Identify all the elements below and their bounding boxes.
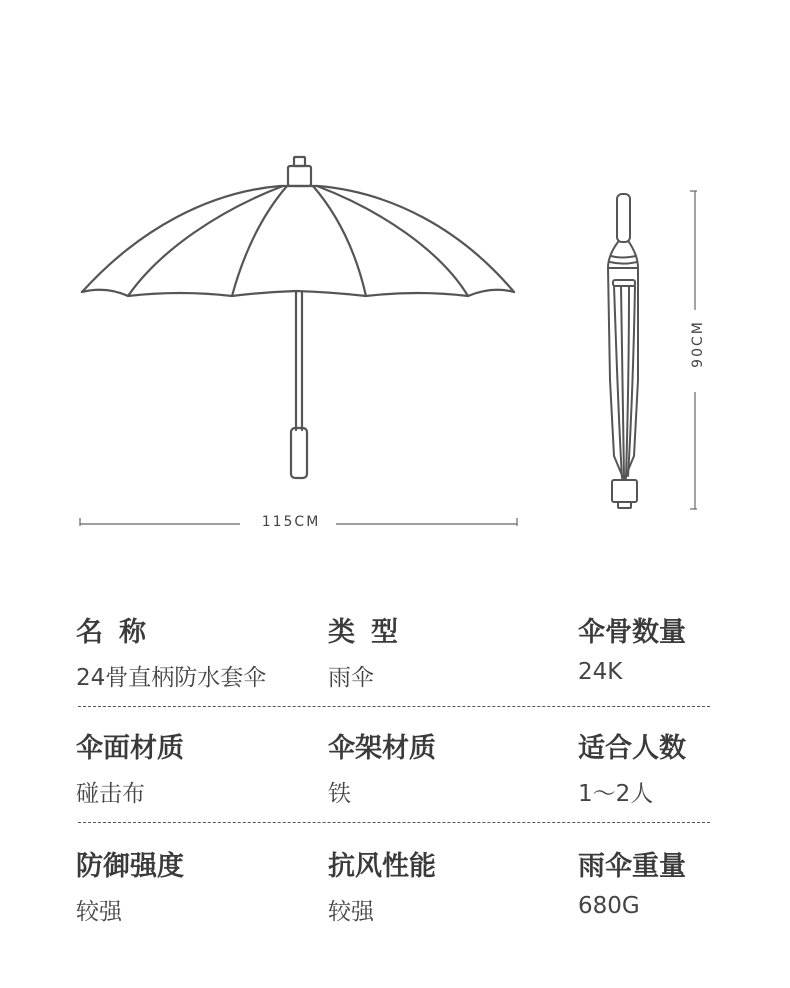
spec-cell-wind-resistance bbox=[328, 844, 436, 926]
spec-label: 抗风性能 bbox=[328, 851, 436, 882]
dashed-divider bbox=[78, 822, 710, 823]
spec-row bbox=[0, 726, 790, 826]
spec-row bbox=[0, 844, 790, 944]
spec-cell-frame-material bbox=[328, 726, 436, 808]
spec-label: 类型 bbox=[328, 617, 414, 648]
spec-cell-name bbox=[76, 610, 266, 692]
spec-cell-type bbox=[328, 610, 414, 692]
spec-label: 伞面材质 bbox=[76, 733, 184, 764]
open-umbrella-icon bbox=[82, 157, 514, 478]
spec-value: 1～2人 bbox=[578, 781, 654, 807]
spec-value: 铁 bbox=[328, 781, 351, 807]
dashed-divider bbox=[78, 706, 710, 707]
height-dimension-label: 90CM bbox=[690, 314, 706, 374]
spec-label: 伞架材质 bbox=[328, 733, 436, 764]
spec-value: 较强 bbox=[328, 899, 374, 925]
width-dimension-label: 115CM bbox=[246, 514, 336, 530]
spec-cell-rib-count bbox=[578, 610, 686, 685]
spec-row bbox=[0, 610, 790, 710]
spec-value: 24K bbox=[578, 659, 623, 685]
spec-value: 较强 bbox=[76, 899, 122, 925]
closed-umbrella-icon bbox=[608, 194, 638, 508]
spec-value: 碰击布 bbox=[76, 781, 145, 807]
spec-label: 伞骨数量 bbox=[578, 617, 686, 648]
spec-label: 名称 bbox=[76, 617, 162, 648]
spec-value: 24骨直柄防水套伞 bbox=[76, 665, 267, 691]
spec-cell-weight bbox=[578, 844, 686, 919]
spec-cell-canopy-material bbox=[76, 726, 184, 808]
spec-label: 防御强度 bbox=[76, 851, 184, 882]
spec-label: 适合人数 bbox=[578, 733, 686, 764]
spec-label: 雨伞重量 bbox=[578, 851, 686, 882]
spec-value: 680G bbox=[578, 893, 640, 919]
spec-cell-defense bbox=[76, 844, 184, 926]
spec-value: 雨伞 bbox=[328, 665, 374, 691]
spec-cell-capacity bbox=[578, 726, 686, 808]
